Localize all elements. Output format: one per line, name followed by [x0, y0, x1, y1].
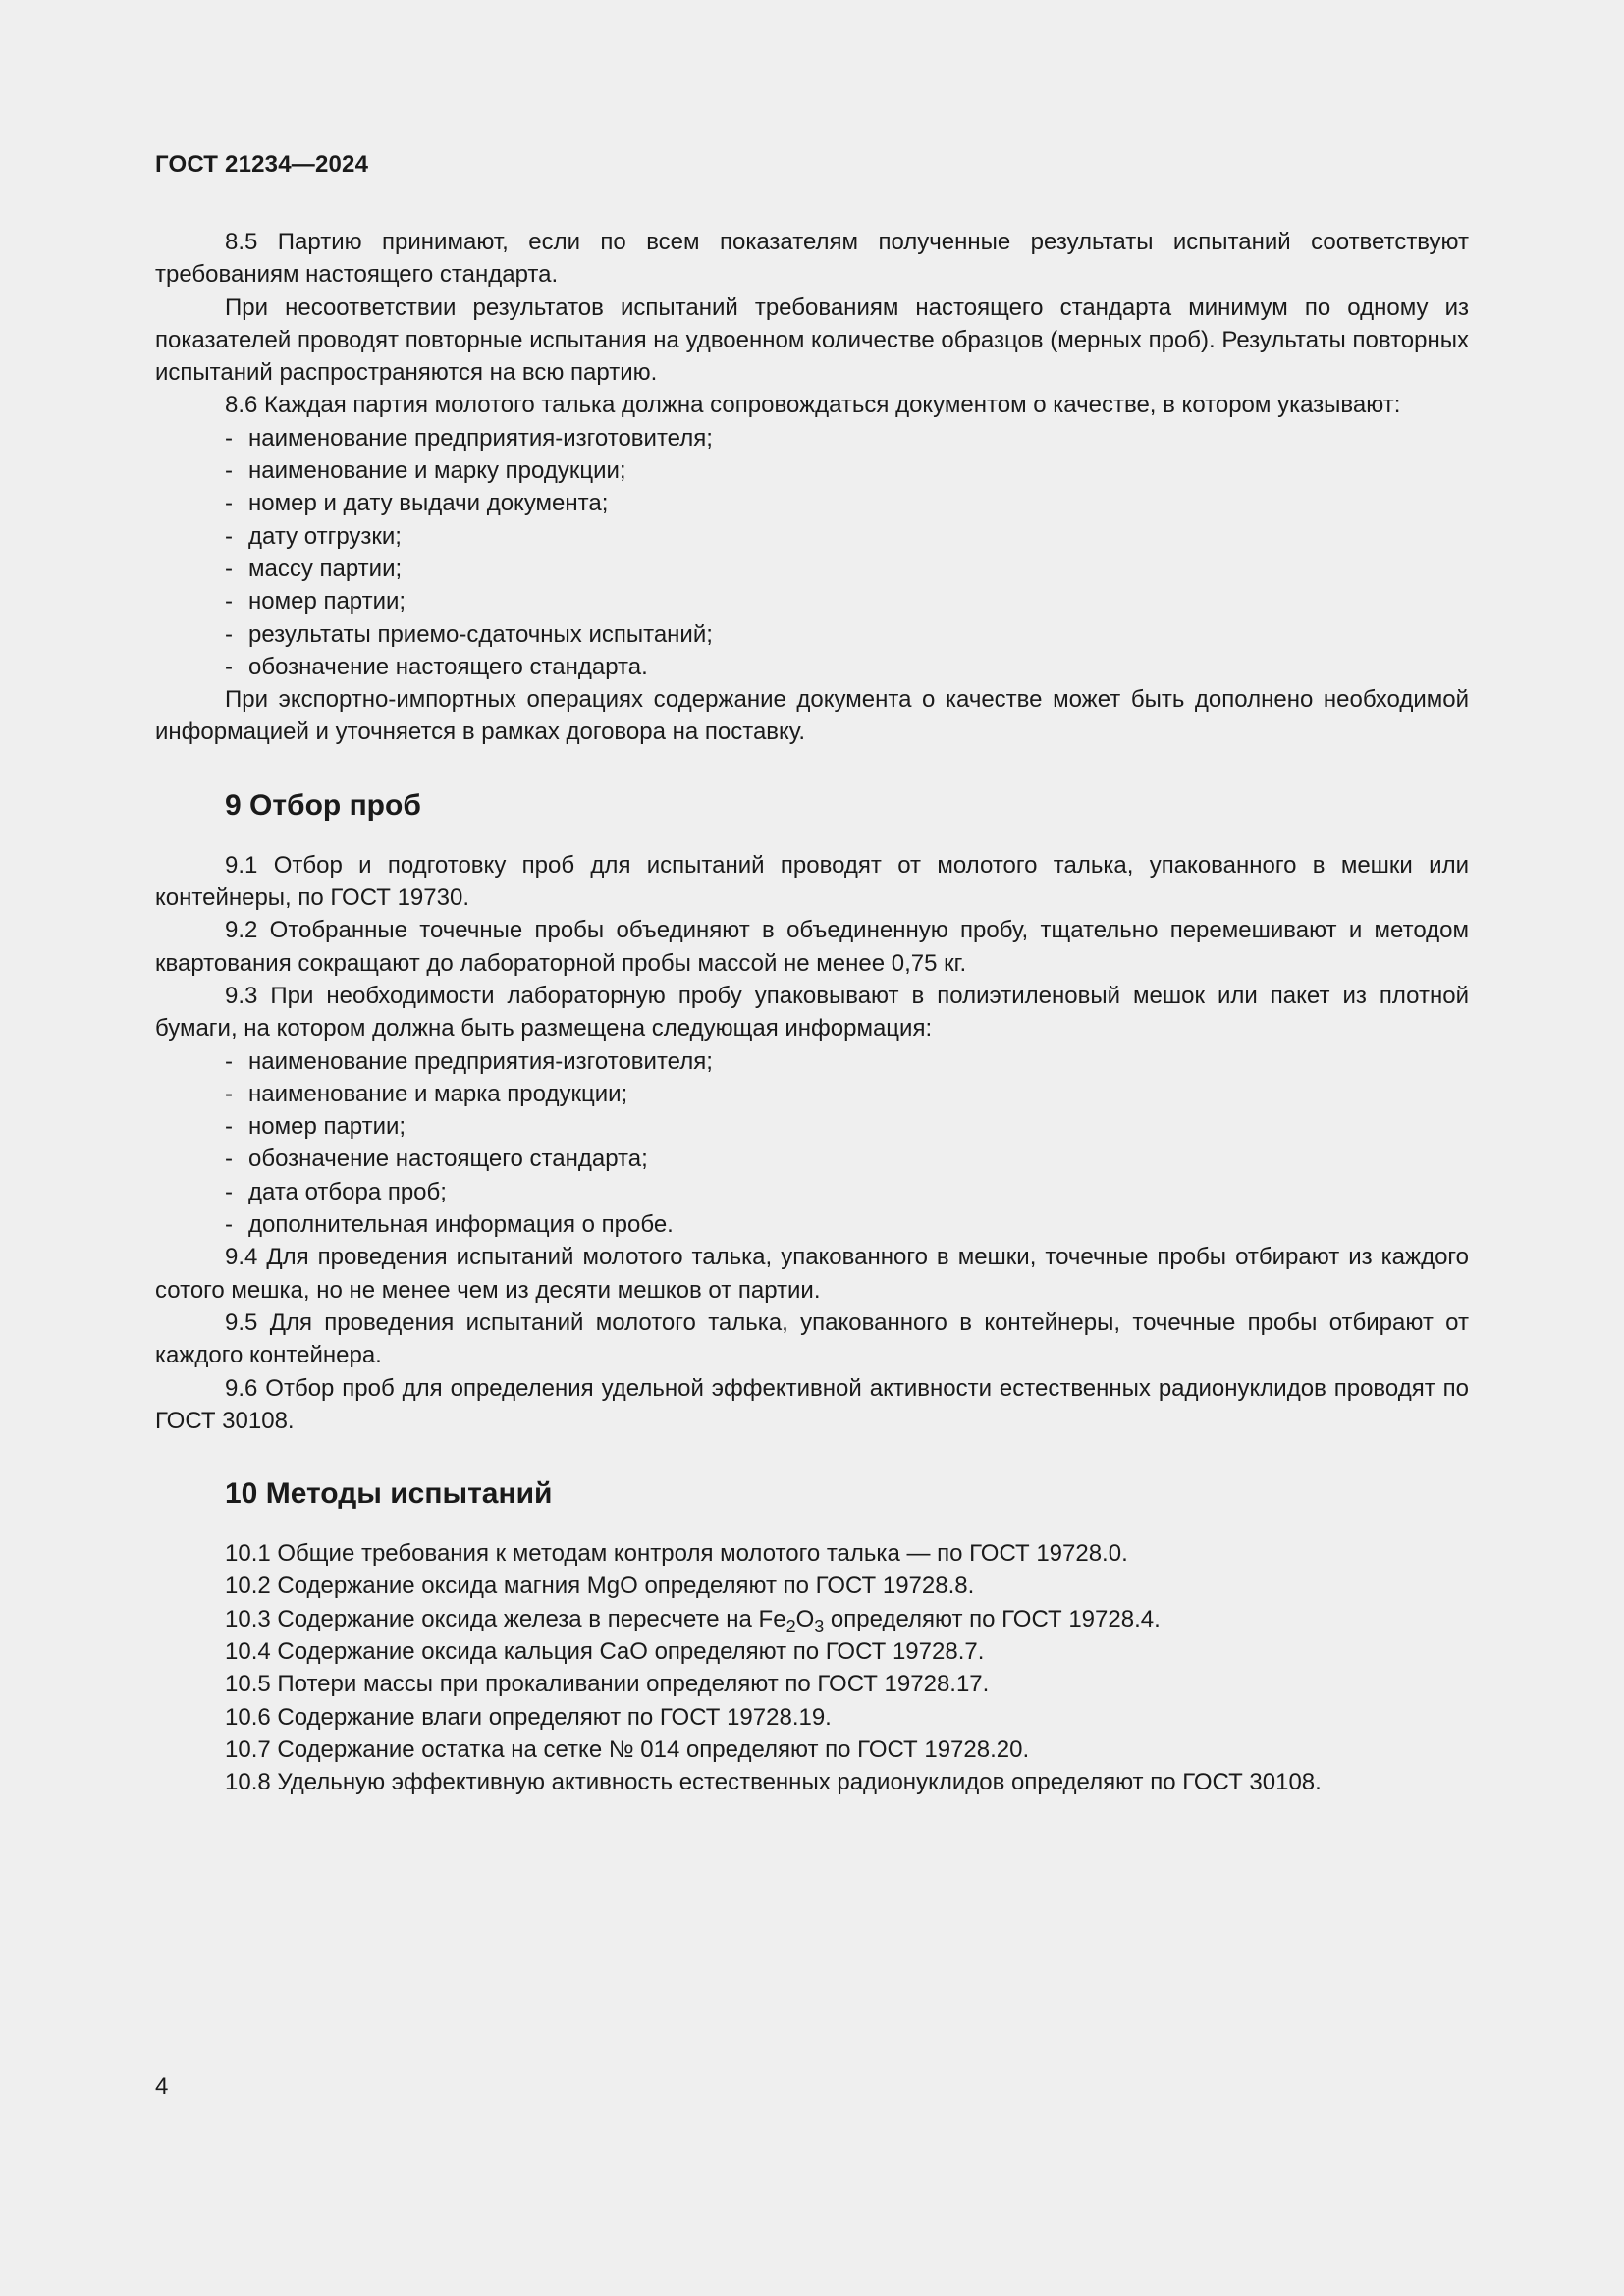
paragraph-8-5-repeat: При несоответствии результатов испытаний требованиям настоящего стандарта минимум по одному из показателей проводят повторные испытания на удвоенном количестве образцов (мерных проб). Результаты повторных испытаний распространяются на всю партию.	[155, 294, 1469, 387]
list-item: - номер партии;	[225, 1113, 406, 1141]
list-8-6	[155, 422, 1469, 683]
section-9-heading: 9 Отбор проб	[225, 788, 421, 822]
paragraph-10-7: 10.7 Содержание остатка на сетке № 014 определяют по ГОСТ 19728.20.	[225, 1735, 1030, 1763]
paragraph-10-1: 10.1 Общие требования к методам контроля молотого талька — по ГОСТ 19728.0.	[225, 1540, 1128, 1568]
list-item: - наименование и марку продукции;	[225, 457, 626, 485]
list-item: - наименование предприятия-изготовителя;	[225, 424, 713, 452]
list-item: - обозначение настоящего стандарта;	[225, 1146, 648, 1173]
paragraph-10-2: 10.2 Содержание оксида магния MgO определяют по ГОСТ 19728.8.	[225, 1573, 975, 1600]
list-item: - номер и дату выдачи документа;	[225, 490, 609, 517]
paragraph-9-3: 9.3 При необходимости лабораторную пробу упаковывают в полиэтиленовый мешок или пакет из плотной бумаги, на котором должна быть размещена следующая информация:	[155, 982, 1469, 1042]
list-item: - результаты приемо-сдаточных испытаний;	[225, 620, 713, 648]
paragraph-9-5: 9.5 Для проведения испытаний молотого талька, упакованного в контейнеры, точечные пробы отбирают от каждого контейнера.	[155, 1308, 1469, 1369]
list-item: - дата отбора проб;	[225, 1178, 447, 1205]
paragraph-8-6: 8.6 Каждая партия молотого талька должна сопровождаться документом о качестве, в котором указывают:	[225, 392, 1401, 419]
paragraph-9-2: 9.2 Отобранные точечные пробы объединяют в объединенную пробу, тщательно перемешивают и методом квартования сокращают до лабораторной пробы массой не менее 0,75 кг.	[155, 917, 1469, 977]
paragraph-10-4: 10.4 Содержание оксида кальция CaO определяют по ГОСТ 19728.7.	[225, 1637, 985, 1665]
paragraph-10-8: 10.8 Удельную эффективную активность естественных радионуклидов определяют по ГОСТ 30108.	[225, 1769, 1322, 1796]
paragraph-10-5: 10.5 Потери массы при прокаливании определяют по ГОСТ 19728.17.	[225, 1671, 990, 1698]
page-number: 4	[155, 2073, 169, 2100]
list-item: - обозначение настоящего стандарта.	[225, 653, 648, 680]
section-10-heading: 10 Методы испытаний	[225, 1477, 553, 1511]
paragraph-9-4: 9.4 Для проведения испытаний молотого талька, упакованного в мешки, точечные пробы отбирают из каждого сотого мешка, но не менее чем из десяти мешков от партии.	[155, 1244, 1469, 1304]
list-item: - массу партии;	[225, 555, 403, 582]
paragraph-9-6: 9.6 Отбор проб для определения удельной эффективной активности естественных радионуклидов проводят по ГОСТ 30108.	[155, 1374, 1469, 1434]
list-item: - дату отгрузки;	[225, 522, 402, 550]
paragraph-8-5: 8.5 Партию принимают, если по всем показателям полученные результаты испытаний соответствуют требованиям настоящего стандарта.	[155, 229, 1469, 289]
list-item: - наименование предприятия-изготовителя;	[225, 1047, 713, 1075]
list-item: - дополнительная информация о пробе.	[225, 1211, 674, 1239]
paragraph-9-1: 9.1 Отбор и подготовку проб для испытаний проводят от молотого талька, упакованного в мешки или контейнеры, по ГОСТ 19730.	[155, 851, 1469, 912]
paragraph-10-3: 10.3 Содержание оксида железа в пересчете на $Fe_2O_3$ определяют по ГОСТ 19728.4.	[225, 1605, 1161, 1636]
paragraph-10-6: 10.6 Содержание влаги определяют по ГОСТ 19728.19.	[225, 1703, 832, 1731]
paragraph-8-6-export: При экспортно-импортных операциях содержание документа о качестве может быть дополнено необходимой информацией и уточняется в рамках договора на поставку.	[155, 686, 1469, 746]
list-9-3	[155, 1045, 1469, 1242]
document-body	[155, 226, 1469, 1798]
list-item: - номер партии;	[225, 588, 406, 615]
list-item: - наименование и марка продукции;	[225, 1080, 628, 1107]
document-header: ГОСТ 21234—2024	[155, 151, 369, 178]
